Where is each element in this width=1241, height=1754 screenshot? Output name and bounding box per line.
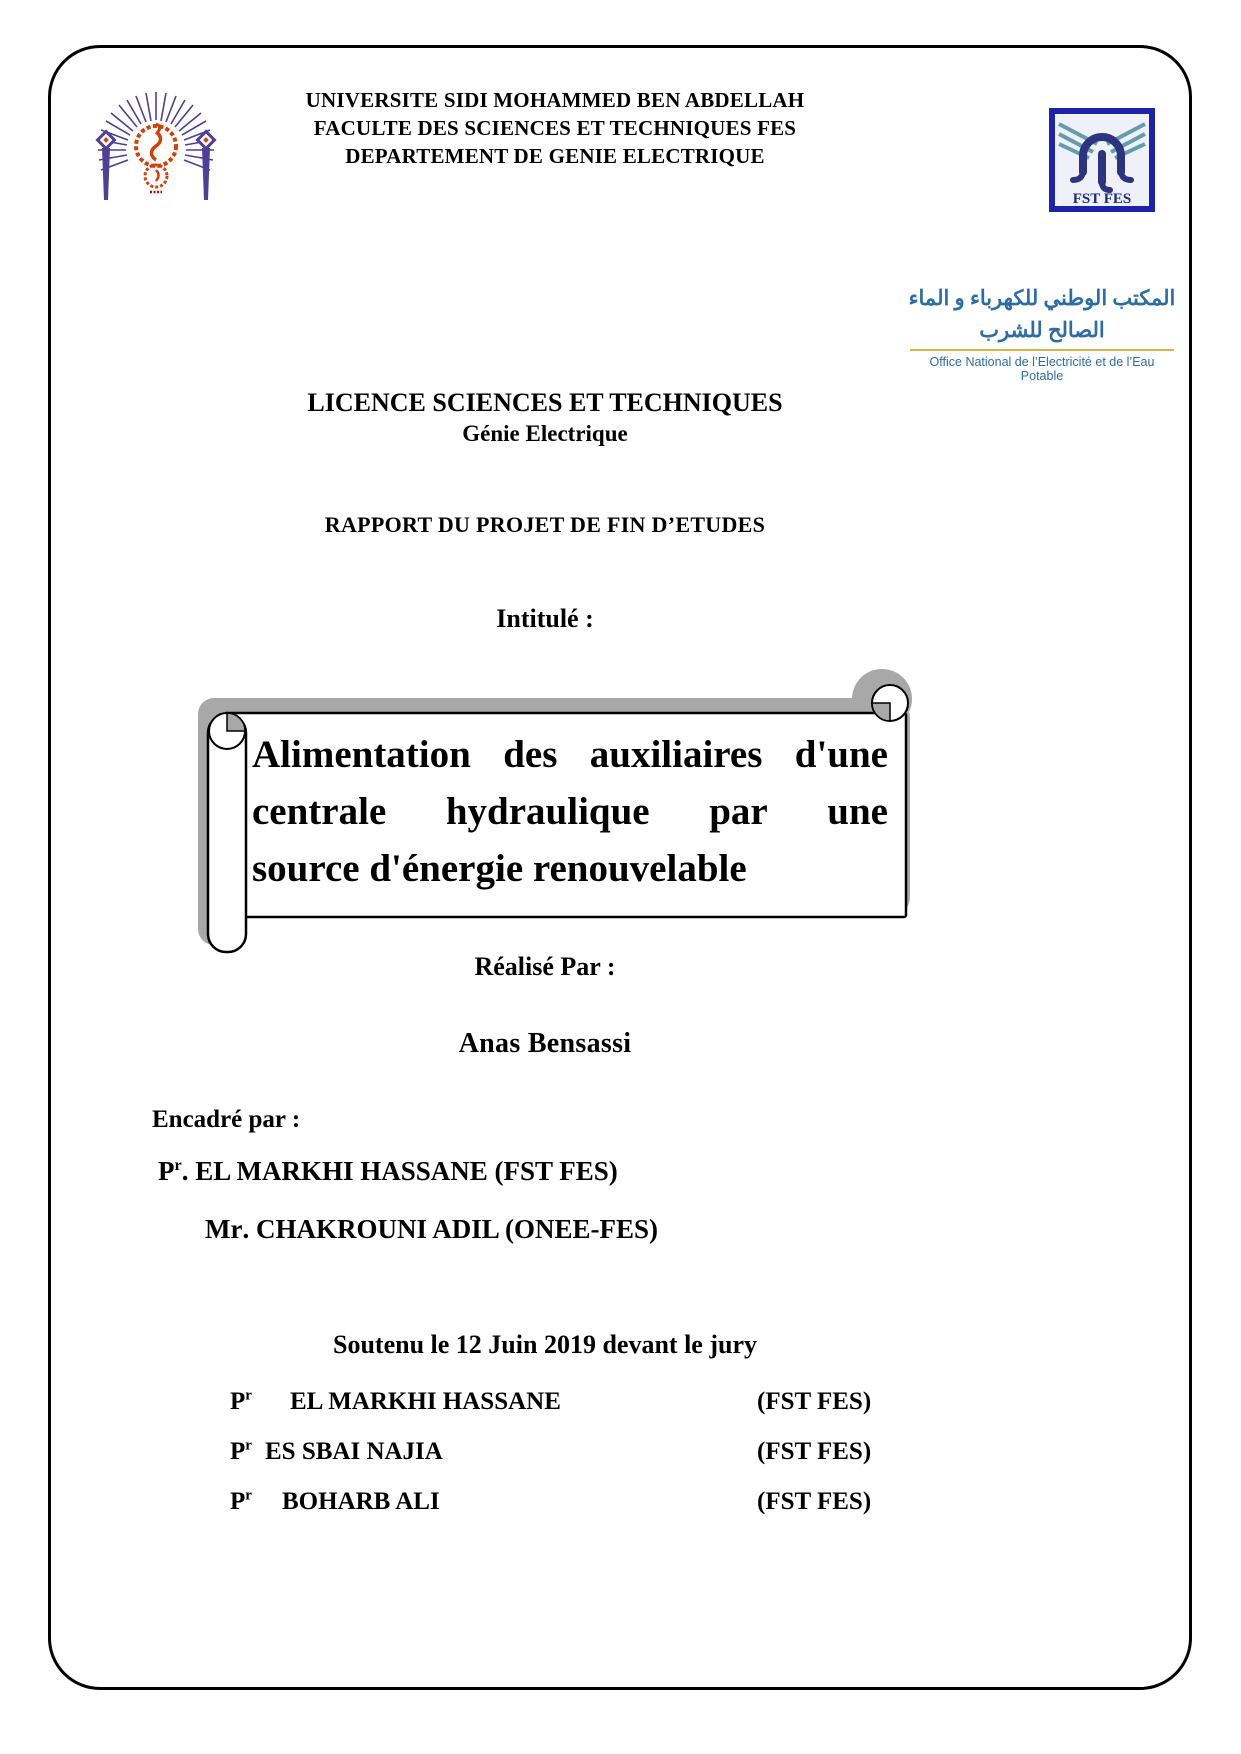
jury-grade: $P^r$	[230, 1437, 252, 1465]
report-main-title	[252, 726, 888, 897]
fst-fes-logo-label: FST FES	[1072, 191, 1132, 207]
fst-fes-logo-icon	[1048, 108, 1156, 212]
encadre-par-label: Encadré par :	[152, 1106, 301, 1133]
onee-arabic-name: المكتب الوطني للكهرباء و الماء الصالح للشرب	[908, 286, 1176, 342]
faculty-name: FACULTE DES SCIENCES ET TECHNIQUES FES	[313, 116, 797, 140]
onee-logo	[908, 282, 1176, 383]
jury-grade: $P^r$	[230, 1387, 252, 1415]
jury-member-affiliation: (FST FES)	[757, 1438, 872, 1465]
jury-row	[230, 1438, 960, 1488]
jury-row	[230, 1388, 960, 1438]
jury-member-affiliation: (FST FES)	[757, 1388, 872, 1415]
jury-member-name: EL MARKHI HASSANE	[290, 1388, 561, 1415]
jury-row	[230, 1488, 960, 1538]
supervisor-1-text: . EL MARKHI HASSANE (FST FES)	[181, 1156, 618, 1186]
department-name: DEPARTEMENT DE GENIE ELECTRIQUE	[345, 144, 765, 168]
jury-list	[230, 1388, 960, 1538]
institution-header	[250, 86, 860, 170]
title-line-2: centrale hydraulique par une	[252, 790, 888, 833]
usmba-university-logo-icon	[92, 88, 220, 210]
specialty-title: Génie Electrique	[462, 421, 628, 446]
supervisor-2-prefix: Mr	[205, 1214, 243, 1244]
supervisor-1-sup: r	[174, 1156, 182, 1174]
realise-par-label: Réalisé Par :	[474, 952, 616, 981]
supervisor-2	[205, 1214, 658, 1245]
report-type-title: RAPPORT DU PROJET DE FIN D’ETUDES	[324, 512, 766, 537]
onee-gold-divider	[910, 349, 1174, 351]
title-line-1: Alimentation des auxiliaires d'une	[252, 733, 888, 776]
title-line-3: source d'énergie renouvelable	[252, 847, 747, 890]
jury-member-name: ES SBAI NAJIA	[265, 1438, 443, 1465]
usmba-medallion	[136, 124, 176, 192]
defense-statement: Soutenu le 12 Juin 2019 devant le jury	[333, 1330, 757, 1359]
jury-grade: $P^r$	[230, 1487, 252, 1515]
degree-title: LICENCE SCIENCES ET TECHNIQUES	[307, 388, 783, 417]
supervisor-2-text: . CHAKROUNI ADIL (ONEE-FES)	[242, 1214, 659, 1244]
supervisor-1-prefix: P	[158, 1156, 175, 1186]
jury-member-name: BOHARB ALI	[282, 1488, 440, 1515]
university-name: UNIVERSITE SIDI MOHAMMED BEN ABDELLAH	[305, 88, 805, 112]
author-name: Anas Bensassi	[458, 1028, 632, 1059]
onee-french-name: Office National de l’Electricité et de l’Eau Potable	[929, 355, 1155, 383]
supervisor-1	[158, 1156, 618, 1187]
intitule-label: Intitulé :	[496, 604, 594, 633]
jury-member-affiliation: (FST FES)	[757, 1488, 872, 1515]
